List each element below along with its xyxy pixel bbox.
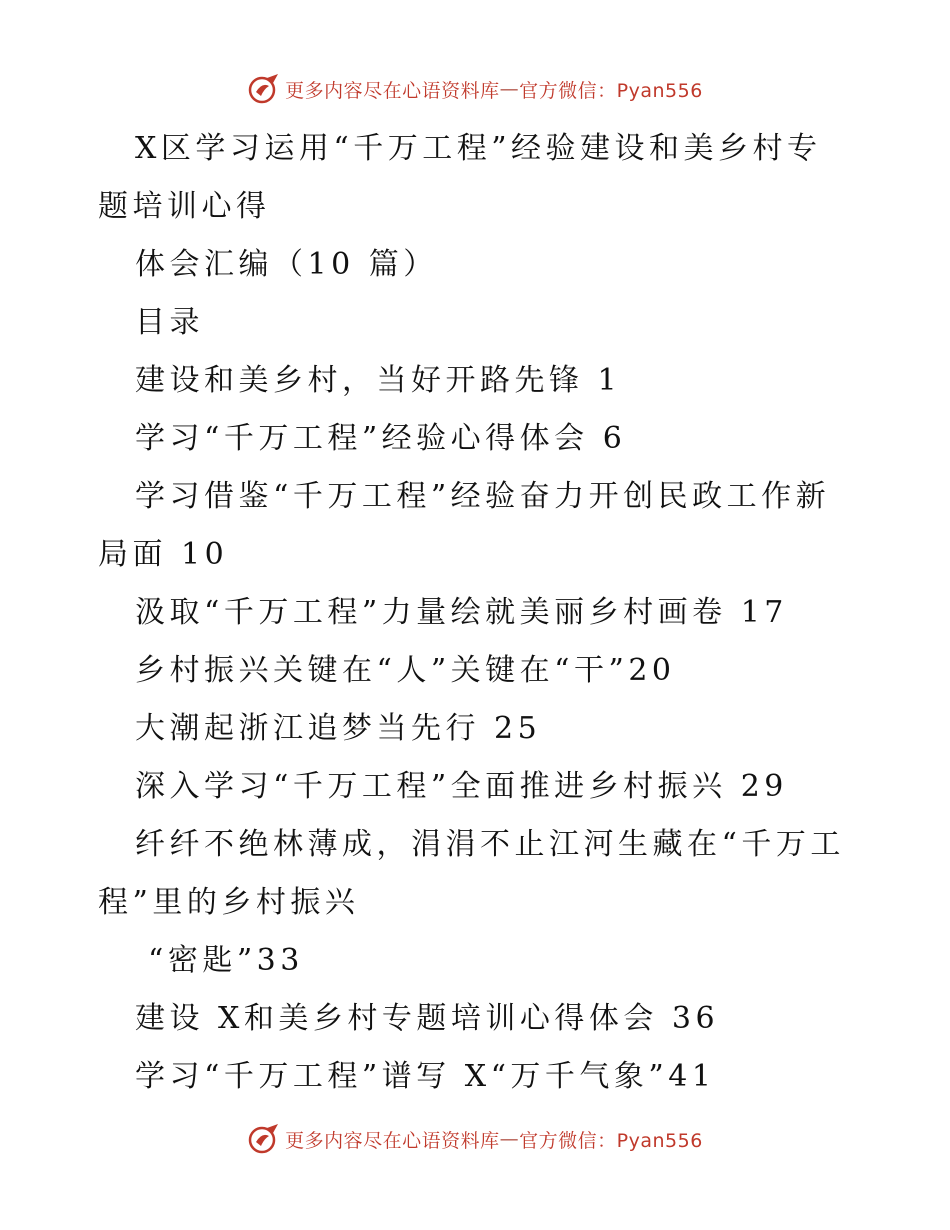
watermark-separator: — <box>499 78 520 100</box>
toc-item: 纤纤不绝林薄成，涓涓不止江河生藏在“千万工 <box>135 827 845 862</box>
toc-item: 乡村振兴关键在“人”关键在“干”20 <box>135 653 676 688</box>
toc-item-continuation: “密匙”33 <box>148 943 304 978</box>
brand-logo-icon <box>247 1122 281 1156</box>
header-watermark <box>0 72 950 106</box>
doc-title-line1: X区学习运用“千万工程”经验建设和美乡村专 <box>135 131 822 166</box>
footer-watermark <box>0 1122 950 1156</box>
watermark-brand: 更多内容尽在心语资料库 <box>285 1129 500 1152</box>
watermark-contact: 官方微信：Pyan556 <box>519 79 703 102</box>
toc-item: 大潮起浙江追梦当先行 25 <box>135 711 542 746</box>
toc-item-continuation: 局面 10 <box>98 537 229 572</box>
watermark-brand: 更多内容尽在心语资料库 <box>285 79 500 102</box>
toc-item-continuation: 程”里的乡村振兴 <box>98 885 360 920</box>
toc-item: 学习借鉴“千万工程”经验奋力开创民政工作新 <box>135 479 831 514</box>
toc-item: 学习“千万工程”谱写 X“万千气象”41 <box>135 1059 716 1094</box>
toc-item: 深入学习“千万工程”全面推进乡村振兴 29 <box>135 769 788 804</box>
toc-item: 汲取“千万工程”力量绘就美丽乡村画卷 17 <box>135 595 788 630</box>
toc-heading: 目录 <box>135 305 204 340</box>
doc-subtitle: 体会汇编（10 篇） <box>135 247 438 282</box>
doc-title-line2: 题培训心得 <box>98 189 271 224</box>
toc-item: 学习“千万工程”经验心得体会 6 <box>135 421 627 456</box>
toc-item: 建设 X和美乡村专题培训心得体会 36 <box>135 1001 720 1036</box>
toc-item: 建设和美乡村，当好开路先锋 1 <box>135 363 622 398</box>
watermark-separator: — <box>499 1128 520 1150</box>
watermark-contact: 官方微信：Pyan556 <box>519 1129 703 1152</box>
brand-logo-icon <box>247 72 281 106</box>
